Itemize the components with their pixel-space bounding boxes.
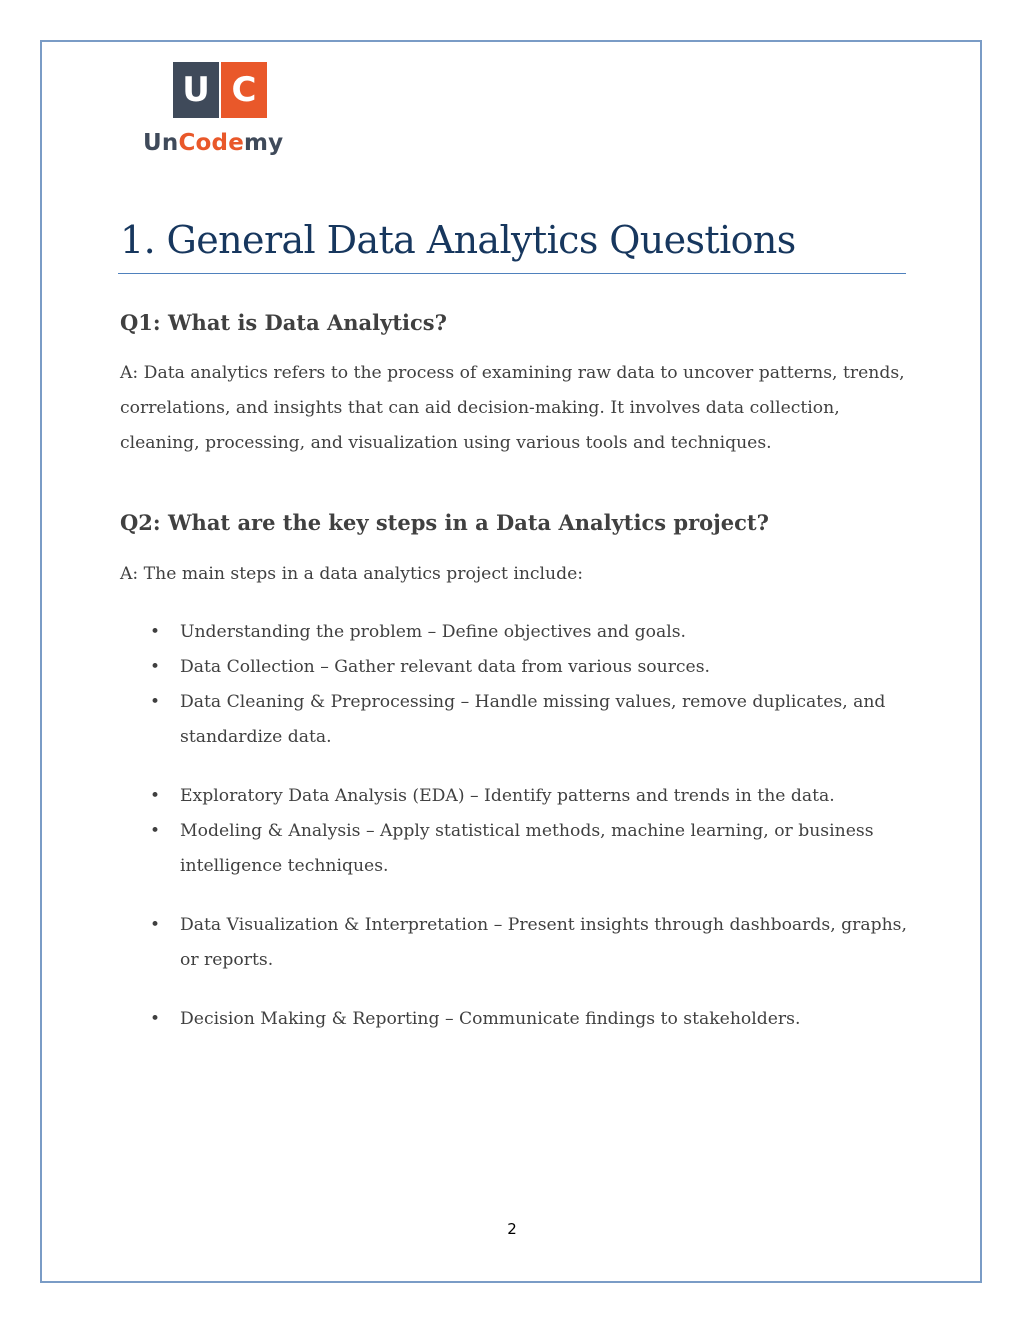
list-item: • Data Visualization & Interpretation – Present insights through dashboards, graphs, or reports.: [120, 908, 910, 978]
list-item: • Data Cleaning & Preprocessing – Handle missing values, remove duplicates, and standardize data.: [120, 685, 910, 755]
uncodemy-logo: [143, 62, 303, 162]
list-item: • Data Collection – Gather relevant data from various sources.: [120, 650, 910, 685]
logo-blocks: [173, 62, 269, 122]
page-number: 2: [507, 1220, 517, 1238]
logo-word-part2: Code: [178, 130, 244, 156]
heading-rule: [118, 273, 906, 274]
list-item: • Decision Making & Reporting – Communicate findings to stakeholders.: [120, 1002, 910, 1037]
logo-letter-u: U: [173, 62, 219, 118]
section-heading: 1. General Data Analytics Questions: [120, 218, 796, 262]
question-2: Q2: What are the key steps in a Data Analytics project?: [120, 510, 769, 535]
steps-list: [120, 615, 910, 1037]
list-item: • Understanding the problem – Define objectives and goals.: [120, 615, 910, 650]
logo-wordmark: [143, 130, 283, 156]
logo-word-part1: Un: [143, 130, 179, 156]
answer-2-intro: A: The main steps in a data analytics project include:: [120, 564, 584, 584]
logo-letter-c: C: [221, 62, 267, 118]
list-item: • Exploratory Data Analysis (EDA) – Identify patterns and trends in the data.: [120, 779, 910, 814]
question-1: Q1: What is Data Analytics?: [120, 310, 447, 335]
logo-word-part3: my: [244, 130, 284, 156]
list-item: • Modeling & Analysis – Apply statistical methods, machine learning, or business intelligence techniques.: [120, 814, 910, 884]
answer-1: A: Data analytics refers to the process of examining raw data to uncover patterns, trends, correlations, and insights that can aid decision-making. It involves data collection, cleaning, processing, and visualization using various tools and techniques.: [120, 363, 905, 453]
